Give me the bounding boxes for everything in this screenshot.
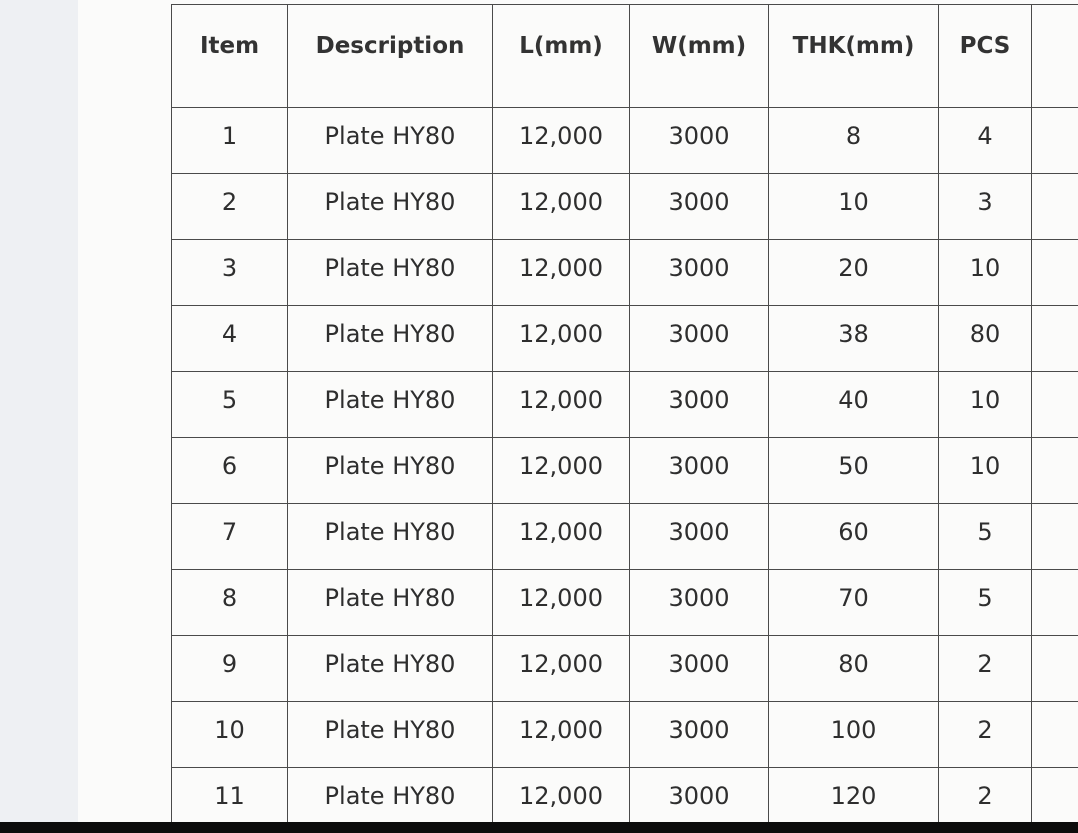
cut-off-cell	[1032, 108, 1078, 174]
thickness-cell: 10	[769, 174, 939, 240]
thickness-cell: 80	[769, 636, 939, 702]
width-cell: 3000	[630, 702, 769, 768]
item-cell: 9	[172, 636, 288, 702]
description-cell: Plate HY80	[288, 570, 493, 636]
length-cell: 12,000	[493, 504, 630, 570]
table-row	[172, 240, 1078, 306]
description-cell: Plate HY80	[288, 174, 493, 240]
cut-off-cell	[1032, 570, 1078, 636]
length-cell: 12,000	[493, 438, 630, 504]
length-cell: 12,000	[493, 306, 630, 372]
table-row	[172, 570, 1078, 636]
length-cell: 12,000	[493, 108, 630, 174]
cut-off-cell	[1032, 702, 1078, 768]
description-cell: Plate HY80	[288, 372, 493, 438]
table-row	[172, 636, 1078, 702]
pieces-cell: 10	[939, 372, 1032, 438]
table-row	[172, 702, 1078, 768]
item-cell: 7	[172, 504, 288, 570]
description-cell: Plate HY80	[288, 108, 493, 174]
header-pieces: PCS	[939, 5, 1032, 108]
item-cell: 8	[172, 570, 288, 636]
header-length: L(mm)	[493, 5, 630, 108]
header-description: Description	[288, 5, 493, 108]
table-header-row	[172, 5, 1078, 108]
thickness-cell: 40	[769, 372, 939, 438]
cut-off-cell	[1032, 768, 1078, 823]
width-cell: 3000	[630, 240, 769, 306]
length-cell: 12,000	[493, 174, 630, 240]
thickness-cell: 100	[769, 702, 939, 768]
cut-off-cell	[1032, 372, 1078, 438]
table-row	[172, 504, 1078, 570]
cut-off-cell	[1032, 174, 1078, 240]
width-cell: 3000	[630, 768, 769, 823]
description-cell: Plate HY80	[288, 504, 493, 570]
width-cell: 3000	[630, 174, 769, 240]
pieces-cell: 4	[939, 108, 1032, 174]
table-row	[172, 438, 1078, 504]
item-cell: 11	[172, 768, 288, 823]
thickness-cell: 20	[769, 240, 939, 306]
item-cell: 2	[172, 174, 288, 240]
item-cell: 5	[172, 372, 288, 438]
pieces-cell: 80	[939, 306, 1032, 372]
item-cell: 1	[172, 108, 288, 174]
description-cell: Plate HY80	[288, 768, 493, 823]
document-sheet	[78, 0, 1078, 822]
pieces-cell: 2	[939, 768, 1032, 823]
table-row	[172, 108, 1078, 174]
thickness-cell: 38	[769, 306, 939, 372]
pieces-cell: 3	[939, 174, 1032, 240]
item-cell: 4	[172, 306, 288, 372]
pieces-cell: 5	[939, 570, 1032, 636]
header-width: W(mm)	[630, 5, 769, 108]
length-cell: 12,000	[493, 372, 630, 438]
cut-off-cell	[1032, 240, 1078, 306]
length-cell: 12,000	[493, 570, 630, 636]
thickness-cell: 120	[769, 768, 939, 823]
item-cell: 6	[172, 438, 288, 504]
description-cell: Plate HY80	[288, 306, 493, 372]
description-cell: Plate HY80	[288, 438, 493, 504]
thickness-cell: 8	[769, 108, 939, 174]
table-row	[172, 768, 1078, 823]
description-cell: Plate HY80	[288, 240, 493, 306]
cut-off-cell	[1032, 504, 1078, 570]
width-cell: 3000	[630, 108, 769, 174]
cut-off-cell	[1032, 636, 1078, 702]
cut-off-cell	[1032, 438, 1078, 504]
description-cell: Plate HY80	[288, 636, 493, 702]
width-cell: 3000	[630, 306, 769, 372]
item-cell: 10	[172, 702, 288, 768]
bottom-black-bar	[0, 822, 1078, 833]
header-item: Item	[172, 5, 288, 108]
description-cell: Plate HY80	[288, 702, 493, 768]
item-cell: 3	[172, 240, 288, 306]
thickness-cell: 70	[769, 570, 939, 636]
table-row	[172, 306, 1078, 372]
thickness-cell: 60	[769, 504, 939, 570]
table-row	[172, 174, 1078, 240]
width-cell: 3000	[630, 504, 769, 570]
pieces-cell: 10	[939, 240, 1032, 306]
width-cell: 3000	[630, 636, 769, 702]
thickness-cell: 50	[769, 438, 939, 504]
width-cell: 3000	[630, 372, 769, 438]
pieces-cell: 2	[939, 702, 1032, 768]
length-cell: 12,000	[493, 240, 630, 306]
length-cell: 12,000	[493, 702, 630, 768]
width-cell: 3000	[630, 570, 769, 636]
pieces-cell: 2	[939, 636, 1032, 702]
plate-spec-table	[171, 4, 1078, 822]
pieces-cell: 10	[939, 438, 1032, 504]
table-row	[172, 372, 1078, 438]
table-body	[172, 108, 1078, 823]
length-cell: 12,000	[493, 636, 630, 702]
length-cell: 12,000	[493, 768, 630, 823]
header-thickness: THK(mm)	[769, 5, 939, 108]
width-cell: 3000	[630, 438, 769, 504]
cut-off-cell	[1032, 306, 1078, 372]
header-cut-off-column	[1032, 5, 1078, 108]
pieces-cell: 5	[939, 504, 1032, 570]
